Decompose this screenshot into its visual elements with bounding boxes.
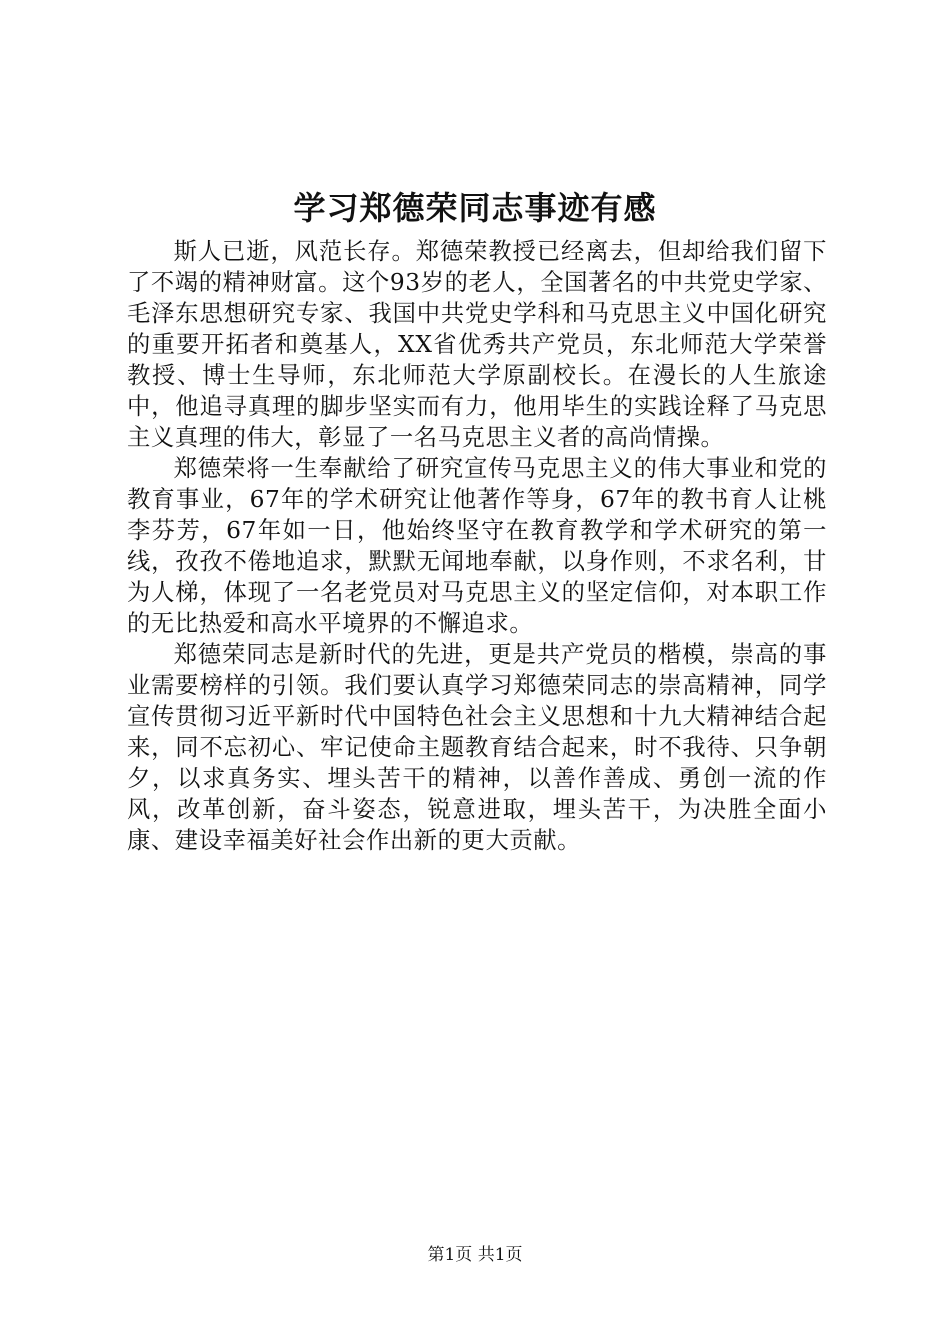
document-title: 学习郑德荣同志事迹有感: [293, 189, 657, 227]
paragraph-3: 郑德荣同志是新时代的先进，更是共产党员的楷模，崇高的事业需要榜样的引领。我们要认真学习郑德荣同志的崇高精神，同学宣传贯彻习近平新时代中国特色社会主义思想和十九大精神结合起来，同不忘初心、牢记使命主题教育结合起来，时不我待、只争朝夕，以求真务实、埋头苦干的精神，以善作善成、勇创一流的作风，改革创新，奋斗姿态，锐意进取，埋头苦干，为决胜全面小康、建设幸福美好社会作出新的更大贡献。: [127, 641, 827, 854]
paragraph-1: 斯人已逝，风范长存。郑德荣教授已经离去，但却给我们留下了不竭的精神财富。这个93岁的老人，全国著名的中共党史学家、毛泽东思想研究专家、我国中共党史学科和马克思主义中国化研究的重要开拓者和奠基人，XX省优秀共产党员，东北师范大学荣誉教授、博士生导师，东北师范大学原副校长。在漫长的人生旅途中，他追寻真理的脚步坚实而有力，他用毕生的实践诠释了马克思主义真理的伟大，彰显了一名马克思主义者的高尚情操。: [127, 238, 827, 451]
paragraph-2: 郑德荣将一生奉献给了研究宣传马克思主义的伟大事业和党的教育事业，67年的学术研究让他著作等身，67年的教书育人让桃李芬芳，67年如一日，他始终坚守在教育教学和学术研究的第一线，孜孜不倦地追求，默默无闻地奉献，以身作则，不求名利，甘为人梯，体现了一名老党员对马克思主义的坚定信仰，对本职工作的无比热爱和高水平境界的不懈追求。: [127, 455, 827, 637]
document-body: [127, 236, 827, 856]
page-number-footer: 第1页 共1页: [427, 1245, 523, 1265]
